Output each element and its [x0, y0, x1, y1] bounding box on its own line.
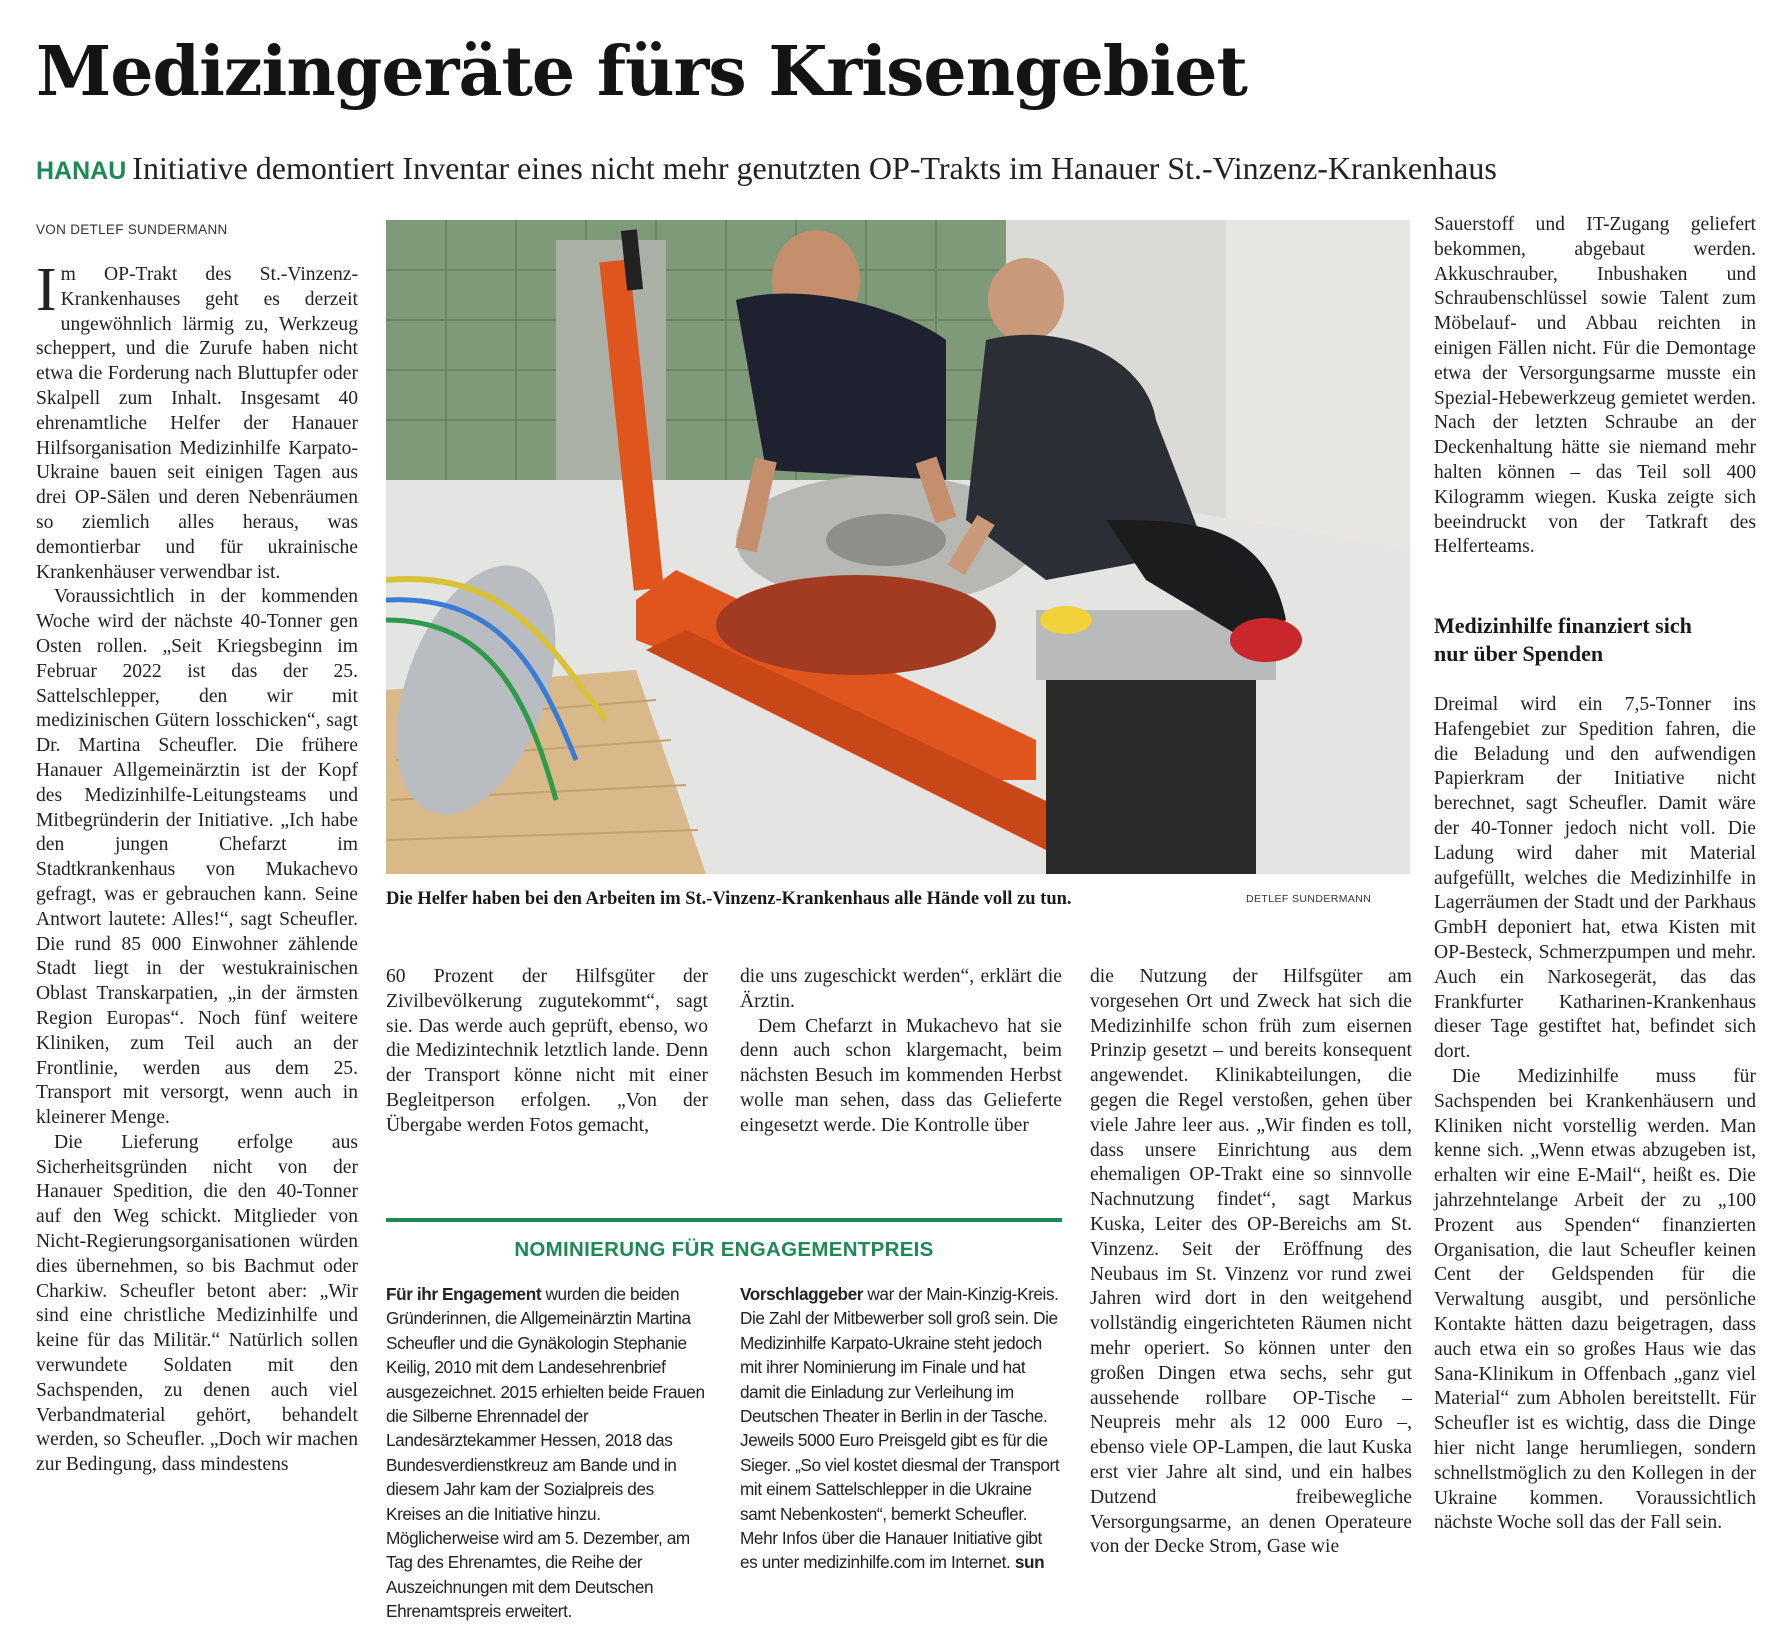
- article-column-4: [1090, 965, 1412, 1560]
- author-signature: sun: [1014, 1552, 1045, 1573]
- byline: VON DETLEF SUNDERMANN: [36, 222, 228, 237]
- info-box-title: NOMINIERUNG FÜR ENGAGEMENTPREIS: [514, 1238, 934, 1261]
- article-column-1: [36, 256, 358, 1478]
- paragraph: Voraussichtlich in der kommenden Woche wird der nächste 40-Tonner gen Osten rollen. „Seit Kriegsbeginn im Februar 2022 ist das der 25. Sattelschlepper, den wir mit medizinischen Gütern losschicken“, sagt Dr. Martina Scheufler. Die frühere Hanauer Allgemeinärztin ist der Kopf des Medizinhilfe-Leitungsteams und Mitbegründerin der Initiative. „Ich habe den jungen Chefarzt im Stadtkrankenhaus von Mukachevo gefragt, was er gebrauchen kann. Seine Antwort lautete: Alles!“, sagt Scheufler. Die rund 85 000 Einwohner zählende Stadt liegt in der westukrainischen Oblast Transkarpatien, „in der ärmsten Region Europas“. Noch fünf weitere Kliniken, zum Teil auch an der Frontlinie, werden aus dem 25. Transport mit versorgt, wenn auch in kleinerer Menge.: [36, 586, 358, 1129]
- paragraph: Dem Chefarzt in Mukachevo hat sie denn auch schon klargemacht, beim nächsten Besuch im kommenden Herbst wolle man sehen, dass das Gelieferte eingesetzt werde. Die Kontrolle über: [740, 1015, 1062, 1136]
- photo-credit: DETLEF SUNDERMANN: [1246, 893, 1372, 905]
- article-column-3: [740, 965, 1062, 1139]
- headline: Medizingeräte fürs Krisengebiet: [36, 32, 1247, 112]
- paragraph: Die Lieferung erfolge aus Sicherheitsgründen nicht von der Hanauer Spedition, die den 40-Tonner auf den Weg schickt. Mitglieder von Nicht-Regierungsorganisationen würden dies übernehmen, so bis Bachmut oder Charkiw. Scheufler betont aber: „Wir sind eine christliche Medizinhilfe und keine für das Militär.“ Natürlich sollen verwundete Soldaten mit den Sachspenden, zu denen auch viel Verbandmaterial gehört, behandelt werden, so Scheufler. „Doch wir machen zur Bedingung, dass mindestens: [36, 1131, 358, 1476]
- info-box-column-right: [740, 1282, 1062, 1575]
- article-photo: [386, 220, 1410, 874]
- paragraph: Vorschlaggeber war der Main-Kinzig-Kreis. Die Zahl der Mitbewerber soll groß sein. Die Medizinhilfe Karpato-Ukraine steht jedoch mit ihrer Nominierung im Finale und hat damit die Einladung zur Verleihung im Deutschen Theater in Berlin in der Tasche. Jeweils 5000 Euro Preisgeld gibt es für die Sieger. „So viel kostet diesmal der Transport mit einem Sattelschlepper in die Ukraine samt Nebenkosten“, bemerkt Scheufler. Mehr Infos über die Hanauer Initiative gibt es unter medizinhilfe.com im Internet. sun: [740, 1284, 1060, 1573]
- intertitle: Medizinhilfe finanziert sich nur über Spenden: [1434, 613, 1692, 666]
- paragraph: Im OP-Trakt des St.-Vinzenz-Krankenhauses geht es derzeit ungewöhnlich lärmig zu, Werkzeug scheppert, und die Zurufe haben nicht etwa die Forderung nach Bluttupfer oder Skalpell zum Inhalt. Insgesamt 40 ehrenamtliche Helfer der Hanauer Hilfsorganisation Medizinhilfe Karpato-Ukraine bauen seit einigen Tagen aus drei OP-Sälen und deren Nebenräumen so ziemlich alles heraus, was demontierbar und für ukrainische Krankenhäuser verwendbar ist.: [36, 256, 358, 583]
- paragraph: Für ihr Engagement wurden die beiden Gründerinnen, die Allgemeinärztin Martina Scheufler und die Gynäkologin Stephanie Keilig, 2010 mit dem Landesehrenbrief ausgezeichnet. 2015 erhielten beide Frauen die Silberne Ehrennadel der Landesärztekammer Hessen, 2018 das Bundesverdienstkreuz am Bande und in diesem Jahr kam der Sozialpreis des Kreises an die Initiative hinzu. Möglicherweise wird am 5. Dezember, am Tag des Ehrenamtes, die Reihe der Auszeichnungen mit dem Deutschen Ehrenamtspreis erweitert.: [386, 1284, 705, 1622]
- lead-in: Für ihr Engagement: [386, 1284, 542, 1304]
- paragraph: Die Medizinhilfe muss für Sachspenden bei Krankenhäusern und Kliniken nicht vorstellig werden. Man kenne sich. „Wenn etwas abzugeben ist, erhalten wir eine E-Mail“, heißt es. Die jahrzehntelange Arbeit der zu „100 Prozent aus Spenden“ finanzierten Organisation, die laut Scheufler keinen Cent der Geldspenden für die Verwaltung ausgibt, und persönliche Kontakte hätten dazu beigetragen, dass auch etwa ein so großes Haus wie das Sana-Klinikum in Offenbach „ganz viel Material“ zum Abholen bereitstellt. Für Scheufler ist es wichtig, dass die Dinge hier nicht lange herumliegen, sondern schnellstmöglich zu den Kollegen in der Ukraine kommen. Voraussichtlich nächste Woche soll das der Fall sein.: [1434, 1065, 1756, 1534]
- subheadline: [36, 150, 1497, 187]
- photo-illustration: [386, 220, 1410, 874]
- kicker: HANAU: [36, 157, 127, 185]
- article-column-5: [1434, 213, 1756, 560]
- paragraph: die Nutzung der Hilfsgüter am vorgesehen Ort und Zweck hat sich die Medizinhilfe schon früh zum eisernen Prinzip gesetzt – und bereits konsequent angewendet. Klinikabteilungen, die gegen die Regel verstoßen, gehen über viele Jahre leer aus. „Wir finden es toll, dass unsere Einrichtung aus dem ehemaligen OP-Trakt eine so sinnvolle Nachnutzung findet“, sagt Markus Kuska, Leiter des OP-Bereichs am St. Vinzenz. Seit der Eröffnung des Neubaus im St. Vinzenz vor rund zwei Jahren wird dort in den weitgehend vollständig eingerichteten Räumen nicht mehr operiert. So können unter den großen Dingen etwa sechs, sehr gut aussehende rollbare OP-Tische – Neupreis mehr als 12 000 Euro –, ebenso viele OP-Lampen, die laut Kuska erst vier Jahre alt sind, und ein halbes Dutzend freibewegliche Versorgungsarme, an denen Operateure von der Decke Strom, Gase wie: [1090, 966, 1412, 1558]
- paragraph: Sauerstoff und IT-Zugang geliefert bekommen, abgebaut werden. Akkuschrauber, Inbushaken und Schraubenschlüssel sowie Talent zum Möbelauf- und Abbau reichten in einigen Fällen nicht. Für die Demontage etwa der Versorgungsarme musste ein Spezial-Hebewerkzeug gemietet werden. Nach der letzten Schraube an der Deckenhaltung hätte sie niemand mehr halten können – das Teil soll 400 Kilogramm wiegen. Kuska zeigte sich beeindruckt von der Tatkraft des Helferteams.: [1434, 214, 1756, 558]
- paragraph: 60 Prozent der Hilfsgüter der Zivilbevölkerung zugutekommt“, sagt sie. Das werde auch geprüft, ebenso, wo die Medizintechnik letztlich lande. Denn der Transport könne nicht mit einer Begleitperson erfolgen. „Von der Übergabe werden Fotos gemacht,: [386, 966, 708, 1136]
- info-box-column-left: [386, 1282, 708, 1624]
- paragraph: die uns zugeschickt werden“, erklärt die Ärztin.: [740, 966, 1062, 1012]
- paragraph: Dreimal wird ein 7,5-Tonner ins Hafengebiet zur Spedition fahren, die die Beladung und den aufwendigen Papierkram der Initiative nicht berechnet, sagt Scheufler. Damit wäre der 40-Tonner jedoch nicht voll. Die Ladung wird daher mit Material aufgefüllt, welches die Medizinhilfe in Lagerräumen der Stadt und der Parkhaus GmbH deponiert hat, etwa Kisten mit OP-Besteck, Schmerzpumpen und mehr. Auch ein Narkosegerät, das das Frankfurter Katharinen-Krankenhaus dieser Tage gestiftet hat, befindet sich dort.: [1434, 694, 1756, 1063]
- subheadline-text: Initiative demontiert Inventar eines nicht mehr genutzten OP-Trakts im Hanauer St.-Vinzenz-Krankenhaus: [132, 150, 1497, 186]
- article-column-2: [386, 965, 708, 1139]
- info-box-rule: [386, 1218, 1062, 1222]
- article-column-5-continued: [1434, 693, 1756, 1536]
- drop-cap: I: [36, 256, 57, 324]
- lead-in: Vorschlaggeber: [740, 1284, 864, 1304]
- photo-caption: Die Helfer haben bei den Arbeiten im St.-Vinzenz-Krankenhaus alle Hände voll zu tun.: [386, 889, 1072, 909]
